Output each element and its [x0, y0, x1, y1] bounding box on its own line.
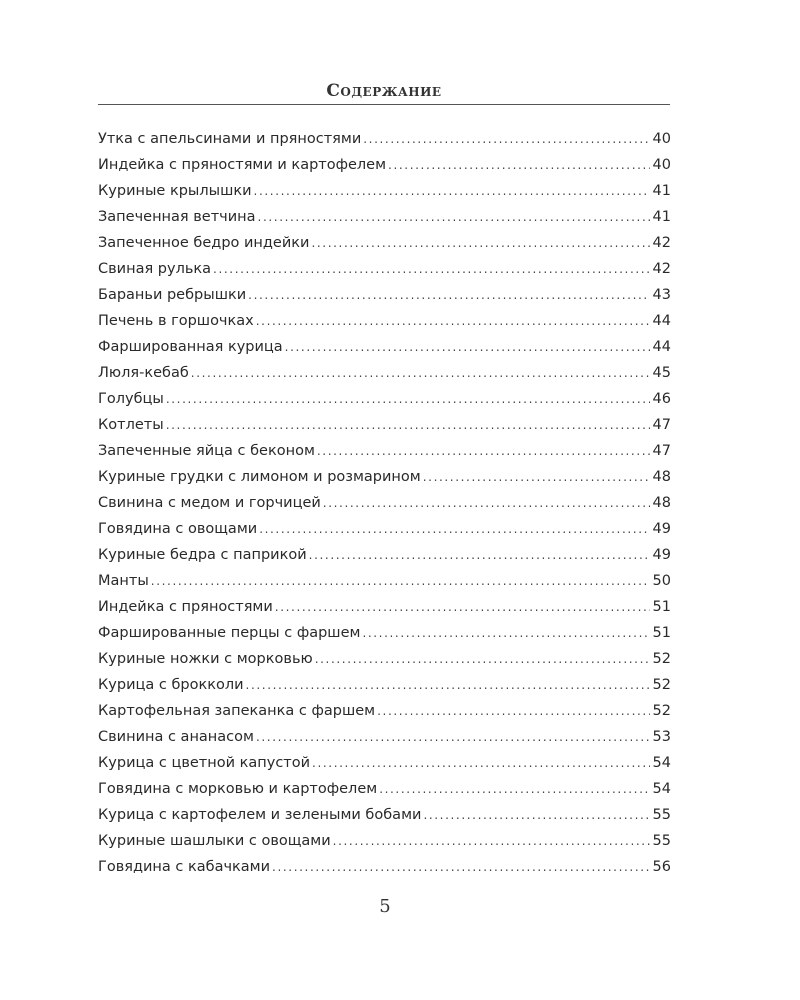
- toc-dot-leader: [333, 828, 650, 854]
- toc-dot-leader: [151, 568, 650, 594]
- toc-entry: [98, 204, 671, 230]
- toc-entry: [98, 698, 671, 724]
- toc-entry: [98, 464, 671, 490]
- toc-entry: [98, 646, 671, 672]
- toc-entry-page: 50: [652, 573, 671, 589]
- toc-dot-leader: [213, 256, 650, 282]
- toc-entry-title: Куриные крылышки: [98, 183, 252, 199]
- toc-entry-title: Индейка с пряностями: [98, 599, 273, 615]
- toc-dot-leader: [379, 776, 649, 802]
- toc-entry: [98, 490, 671, 516]
- toc-dot-leader: [285, 334, 650, 360]
- toc-dot-leader: [423, 464, 650, 490]
- toc-entry: [98, 230, 671, 256]
- toc-entry-title: Говядина с кабачками: [98, 859, 271, 875]
- toc-entry-title: Курица с картофелем и зелеными бобами: [98, 807, 422, 823]
- toc-dot-leader: [311, 230, 649, 256]
- page-number: 5: [379, 896, 391, 917]
- toc-entry: [98, 334, 671, 360]
- toc-entry-page: 44: [652, 339, 671, 355]
- toc-entry-title: Свиная рулька: [98, 261, 212, 277]
- toc-entry-title: Люля-кебаб: [98, 365, 189, 381]
- toc-entry-title: Куриные грудки с лимоном и розмарином: [98, 469, 421, 485]
- toc-entry-page: 47: [652, 443, 671, 459]
- toc-entry: [98, 620, 671, 646]
- toc-dot-leader: [256, 724, 650, 750]
- toc-entry-title: Курица с цветной капустой: [98, 755, 311, 771]
- toc-entry-title: Картофельная запеканка с фаршем: [98, 703, 376, 719]
- toc-dot-leader: [275, 594, 650, 620]
- toc-entry-title: Куриные шашлыки с овощами: [98, 833, 331, 849]
- toc-dot-leader: [258, 204, 650, 230]
- toc-entry-page: 51: [652, 625, 671, 641]
- toc-entry-title: Запеченные яйца с беконом: [98, 443, 315, 459]
- toc-entry-title: Фаршированная курица: [98, 339, 283, 355]
- toc-entry-page: 41: [652, 209, 671, 225]
- toc-entry-page: 54: [652, 755, 671, 771]
- toc-entry-page: 40: [652, 131, 671, 147]
- toc-dot-leader: [323, 490, 650, 516]
- toc-entry-title: Курица с брокколи: [98, 677, 244, 693]
- toc-entry-page: 44: [652, 313, 671, 329]
- toc-dot-leader: [423, 802, 649, 828]
- toc-entry: [98, 126, 671, 152]
- toc-entry-page: 49: [652, 521, 671, 537]
- toc-dot-leader: [166, 386, 650, 412]
- toc-entry: [98, 308, 671, 334]
- toc-entry-title: Манты: [98, 573, 149, 589]
- toc-entry-page: 54: [652, 781, 671, 797]
- toc-entry: [98, 178, 671, 204]
- toc-dot-leader: [256, 308, 650, 334]
- toc-entry-page: 52: [652, 651, 671, 667]
- toc-entry-title: Куриные бедра с паприкой: [98, 547, 307, 563]
- toc-entry: [98, 516, 671, 542]
- toc-entry: [98, 750, 671, 776]
- toc-dot-leader: [246, 672, 650, 698]
- toc-entry-page: 41: [652, 183, 671, 199]
- toc-dot-leader: [315, 646, 650, 672]
- toc-entry-title: Запеченное бедро индейки: [98, 235, 310, 251]
- toc-dot-leader: [191, 360, 650, 386]
- toc-entry: [98, 802, 671, 828]
- toc-entry: [98, 438, 671, 464]
- toc-entry: [98, 854, 671, 880]
- toc-entry-title: Бараньи ребрышки: [98, 287, 247, 303]
- toc-entry: [98, 152, 671, 178]
- toc-entry-page: 55: [652, 807, 671, 823]
- toc-entry: [98, 724, 671, 750]
- toc-entry: [98, 776, 671, 802]
- toc-entry-page: 45: [652, 365, 671, 381]
- toc-entry-title: Печень в горшочках: [98, 313, 254, 329]
- toc-entry-title: Куриные ножки с морковью: [98, 651, 313, 667]
- toc-dot-leader: [254, 178, 650, 204]
- toc-entry: [98, 828, 671, 854]
- toc-entry: [98, 282, 671, 308]
- toc-entry: [98, 386, 671, 412]
- toc-entry-page: 48: [652, 495, 671, 511]
- toc-entry: [98, 360, 671, 386]
- toc-entry-title: Котлеты: [98, 417, 164, 433]
- toc-entry: [98, 542, 671, 568]
- toc-entry-page: 42: [652, 235, 671, 251]
- toc-entry-title: Индейка с пряностями и картофелем: [98, 157, 387, 173]
- toc-entry-page: 48: [652, 469, 671, 485]
- toc-entry-title: Запеченная ветчина: [98, 209, 256, 225]
- toc-entry-title: Фаршированные перцы с фаршем: [98, 625, 361, 641]
- toc-entry-page: 42: [652, 261, 671, 277]
- table-of-contents: [98, 126, 671, 880]
- toc-entry-page: 52: [652, 703, 671, 719]
- toc-entry-page: 43: [652, 287, 671, 303]
- toc-entry-page: 51: [652, 599, 671, 615]
- toc-entry-page: 49: [652, 547, 671, 563]
- toc-dot-leader: [272, 854, 650, 880]
- toc-entry-page: 56: [652, 859, 671, 875]
- toc-entry-page: 40: [652, 157, 671, 173]
- toc-entry-title: Говядина с морковью и картофелем: [98, 781, 378, 797]
- running-header: [98, 80, 670, 102]
- toc-entry: [98, 568, 671, 594]
- header-divider: [98, 104, 670, 105]
- toc-entry: [98, 256, 671, 282]
- toc-entry-title: Свинина с ананасом: [98, 729, 254, 745]
- page-title: Содержание: [326, 81, 442, 101]
- toc-entry-title: Говядина с овощами: [98, 521, 258, 537]
- toc-entry: [98, 594, 671, 620]
- toc-entry-page: 55: [652, 833, 671, 849]
- toc-dot-leader: [363, 126, 649, 152]
- toc-entry-title: Голубцы: [98, 391, 164, 407]
- toc-entry-page: 53: [652, 729, 671, 745]
- toc-entry-title: Свинина с медом и горчицей: [98, 495, 321, 511]
- toc-dot-leader: [317, 438, 650, 464]
- toc-entry-title: Утка с апельсинами и пряностями: [98, 131, 362, 147]
- toc-dot-leader: [309, 542, 650, 568]
- toc-entry-page: 46: [652, 391, 671, 407]
- toc-dot-leader: [377, 698, 649, 724]
- toc-dot-leader: [259, 516, 649, 542]
- toc-entry-page: 47: [652, 417, 671, 433]
- toc-dot-leader: [166, 412, 650, 438]
- toc-entry: [98, 672, 671, 698]
- toc-dot-leader: [312, 750, 650, 776]
- toc-entry-page: 52: [652, 677, 671, 693]
- toc-dot-leader: [362, 620, 649, 646]
- toc-dot-leader: [248, 282, 649, 308]
- toc-dot-leader: [388, 152, 650, 178]
- toc-entry: [98, 412, 671, 438]
